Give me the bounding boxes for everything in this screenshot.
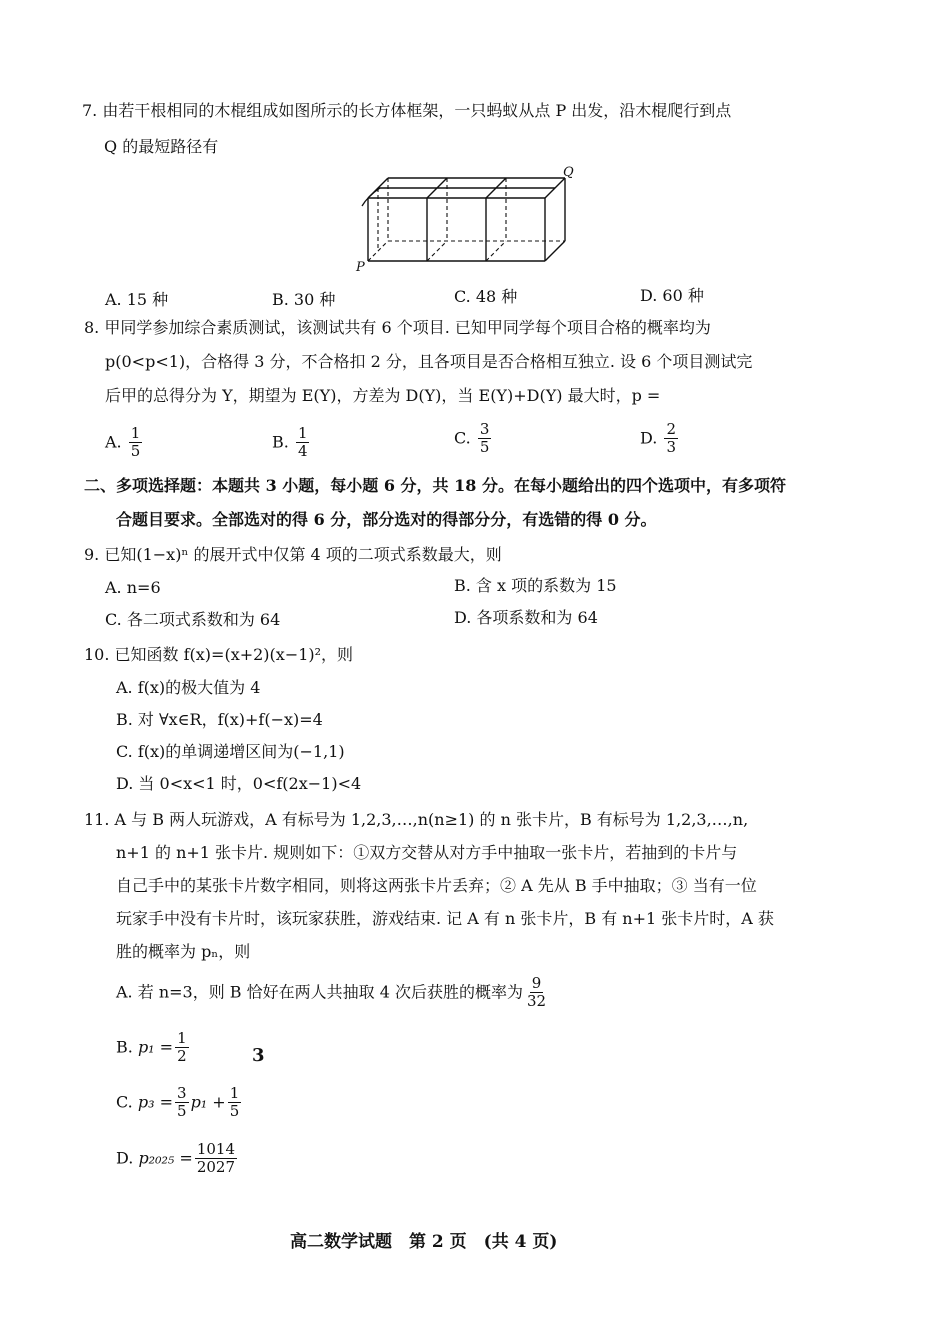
point-q-label: Q [563, 165, 574, 180]
q11-option-c-fraction-1 [175, 1085, 189, 1121]
q8-option-a-fraction [129, 425, 143, 461]
section2-heading-line1: 二、多项选择题：本题共 3 小题，每小题 6 分，共 18 分。在每小题给出的四个选项中，有多项符 [84, 476, 786, 495]
q11-option-a-text: A. 若 n=3，则 B 恰好在两人共抽取 4 次后获胜的概率为 [116, 982, 523, 1002]
q11-option-c-num1: 3 [177, 1084, 187, 1102]
point-p-label: P [356, 260, 365, 275]
q7-option-d: D. 60 种 [640, 286, 704, 305]
q10-option-a: A. f(x)的极大值为 4 [116, 678, 261, 697]
q10-option-b: B. 对 ∀x∈R，f(x)+f(−x)=4 [116, 710, 323, 729]
q11-option-b [116, 1030, 191, 1066]
q11-option-c-lhs: p₃ = [137, 1092, 174, 1112]
q9-option-d: D. 各项系数和为 64 [454, 608, 598, 627]
q11-option-c-label: C. [116, 1092, 133, 1112]
cuboid-frame-figure [350, 166, 610, 276]
q11-stem-line2: n+1 的 n+1 张卡片. 规则如下：①双方交替从对方手中抽取一张卡片，若抽到的卡片与 [116, 843, 738, 862]
q8-option-d [640, 421, 680, 457]
q11-option-a-num: 9 [531, 974, 542, 992]
q7-stem-line2: Q 的最短路径有 [104, 137, 219, 156]
q7-option-c: C. 48 种 [454, 287, 518, 306]
q11-option-b-den: 2 [177, 1047, 187, 1066]
q11-option-d-label: D. [116, 1148, 134, 1168]
q10-stem: 10. 已知函数 f(x)=(x+2)(x−1)²，则 [84, 645, 354, 664]
q11-option-c-den2: 5 [229, 1102, 240, 1121]
q11-option-b-num: 1 [177, 1029, 187, 1047]
q11-stem-line1: 11. A 与 B 两人玩游戏，A 有标号为 1,2,3,…,n(n≥1) 的 n 张卡片，B 有标号为 1,2,3,…,n, [84, 810, 749, 829]
q9-option-b: B. 含 x 项的系数为 15 [454, 576, 617, 595]
q11-option-d-num: 1014 [196, 1140, 236, 1158]
q11-option-d-den: 2027 [196, 1158, 236, 1177]
q11-option-c [116, 1085, 243, 1121]
stray-handwritten-mark: 3 [252, 1045, 265, 1066]
q9-option-a: A. n=6 [105, 578, 161, 597]
q8-option-d-den: 3 [666, 438, 676, 457]
q11-option-a-den: 32 [527, 992, 547, 1011]
q11-option-d [116, 1141, 239, 1177]
q8-option-a-den: 5 [130, 442, 141, 461]
q11-option-d-fraction [195, 1141, 237, 1177]
q8-option-d-label: D. [640, 428, 658, 448]
q11-option-b-label: B. [116, 1037, 133, 1057]
q8-option-a-label: A. [105, 432, 122, 452]
q11-option-a-fraction [525, 975, 548, 1011]
q7-stem-line1: 7. 由若干根相同的木棍组成如图所示的长方体框架，一只蚂蚁从点 P 出发，沿木棍爬行到点 [82, 101, 732, 120]
q9-stem: 9. 已知(1−x)ⁿ 的展开式中仅第 4 项的二项式系数最大，则 [84, 545, 502, 564]
section2-heading-line2: 合题目要求。全部选对的得 6 分，部分选对的得部分分，有选错的得 0 分。 [116, 510, 657, 529]
q8-option-d-fraction [664, 421, 678, 457]
q8-option-b-den: 4 [297, 442, 308, 461]
q11-option-c-num2: 1 [229, 1084, 240, 1102]
q7-option-a: A. 15 种 [105, 290, 169, 309]
q11-stem-line4: 玩家手中没有卡片时，该玩家获胜，游戏结束. 记 A 有 n 张卡片，B 有 n+1 张卡片时，A 获 [116, 909, 774, 928]
q8-option-b-fraction [296, 425, 310, 461]
q8-option-b-num: 1 [297, 424, 308, 442]
q11-stem-line3: 自己手中的某张卡片数字相同，则将这两张卡片丢弃；② A 先从 B 手中抽取；③ 当有一位 [116, 876, 757, 895]
q11-option-c-mid: p₁ + [190, 1092, 226, 1112]
q8-option-c-label: C. [454, 428, 471, 448]
q11-option-c-den1: 5 [177, 1102, 187, 1121]
q11-option-c-fraction-2 [228, 1085, 242, 1121]
q10-option-d: D. 当 0<x<1 时，0<f(2x−1)<4 [116, 774, 362, 793]
q8-option-c-fraction [478, 421, 492, 457]
page-footer: 高二数学试题 第 2 页 (共 4 页) [290, 1232, 558, 1252]
q11-option-a [116, 975, 550, 1011]
q8-stem-line1: 8. 甲同学参加综合素质测试，该测试共有 6 个项目. 已知甲同学每个项目合格的概率均为 [84, 318, 711, 337]
q11-option-b-fraction [175, 1030, 189, 1066]
q8-option-a [105, 425, 144, 461]
q8-option-c-den: 5 [479, 438, 490, 457]
q11-stem-line5: 胜的概率为 pₙ，则 [116, 942, 251, 961]
q10-option-c: C. f(x)的单调递增区间为(−1,1) [116, 742, 345, 761]
q8-option-d-num: 2 [666, 420, 676, 438]
q9-option-c: C. 各二项式系数和为 64 [105, 610, 281, 629]
q11-option-b-lhs: p₁ = [137, 1037, 174, 1057]
q8-stem-line2: p(0<p<1)，合格得 3 分，不合格扣 2 分，且各项目是否合格相互独立. 设 6 个项目测试完 [105, 352, 753, 371]
q8-stem-line3: 后甲的总得分为 Y，期望为 E(Y)，方差为 D(Y)，当 E(Y)+D(Y) 最大时，p = [105, 386, 661, 405]
q8-option-c [454, 421, 493, 457]
q7-option-b: B. 30 种 [272, 290, 336, 309]
q8-option-c-num: 3 [479, 420, 490, 438]
q11-option-d-lhs: p₂₀₂₅ = [138, 1148, 193, 1168]
q8-option-b-label: B. [272, 432, 289, 452]
q8-option-b [272, 425, 311, 461]
q8-option-a-num: 1 [130, 424, 141, 442]
